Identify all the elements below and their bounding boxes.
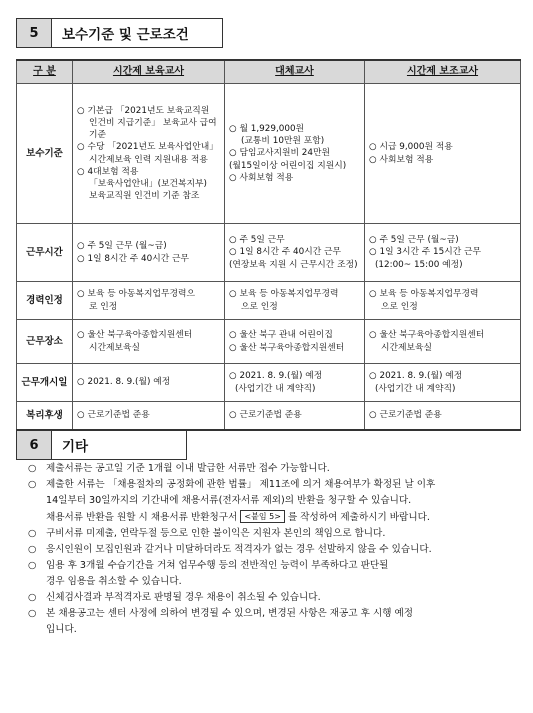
- table-cell: ○ 울산 북구 관내 어린이집 ○ 울산 북구육아종합지원센터: [225, 320, 365, 364]
- table-row: [17, 224, 521, 282]
- bullet-circle-icon: ○: [28, 478, 37, 490]
- table-cell: ○ 울산 북구육아종합지원센터 시간제보육실: [73, 320, 225, 364]
- row-label: 보수기준: [17, 84, 73, 224]
- table-cell: ○ 월 1,929,000원 (교통비 10만원 포함) ○ 담임교사지원비 24만원 (월15일이상 어린이집 지원시) ○ 사회보험 적용: [225, 84, 365, 224]
- bullet-circle-icon: ○: [28, 543, 37, 555]
- list-item: ○ 제출서류는 공고일 기준 1개월 이내 발급한 서류만 접수 가능합니다.: [28, 462, 524, 476]
- list-item: ○ 신체검사결과 부적격자로 판명될 경우 채용이 취소될 수 있습니다.: [28, 591, 524, 605]
- table-cell: ○ 2021. 8. 9.(월) 예정: [73, 364, 225, 402]
- list-item-continued: 14일부터 30일까지의 기간내에 채용서류(전자서류 제외)의 반환을 청구할 수 있습니다.: [46, 494, 412, 506]
- header-part-time-assistant: 시간제 보조교사: [365, 60, 521, 84]
- row-label: 경력인정: [17, 282, 73, 320]
- section-number: 5: [16, 18, 52, 48]
- table-row: [17, 282, 521, 320]
- header-part-time-teacher: 시간제 보육교사: [73, 60, 225, 84]
- table-cell: ○ 근로기준법 준용: [225, 402, 365, 430]
- table-row: [17, 320, 521, 364]
- section-title: 기타: [52, 430, 187, 460]
- list-item: ○ 제출한 서류는 「채용절차의 공정화에 관한 법률」 제11조에 의거 채용여부가 확정된 날 이후: [28, 478, 524, 492]
- row-label: 근무시간: [17, 224, 73, 282]
- table-row: [17, 402, 521, 430]
- table-cell: ○ 2021. 8. 9.(월) 예정 (사업기간 내 계약직): [225, 364, 365, 402]
- section-title: 보수기준 및 근로조건: [52, 18, 223, 48]
- table-cell: ○ 보육 등 아동복지업무경력 으로 인정: [225, 282, 365, 320]
- table-cell: ○ 기본급 「2021년도 보육교직원 인건비 지급기준」 보육교사 급여 기준 ○ 수당 「2021년도 보육사업안내」 시간제보육 인력 지원내용 적용 ○ 4대보험 적용 「보육사업안내」(보건복지부) 보육교직원 인건비 기준 참조: [73, 84, 225, 224]
- list-item-continued: 채용서류 반환을 원할 시 채용서류 반환청구서 <붙임 5> 를 작성하여 제출하시기 바랍니다.: [46, 511, 430, 523]
- list-item: ○ 임용 후 3개월 수습기간을 거쳐 업무수행 등의 전반적인 능력이 부족하다고 판단될: [28, 559, 524, 573]
- section-5-header: [16, 18, 223, 48]
- table-cell: ○ 보육 등 아동복지업무경력으 로 인정: [73, 282, 225, 320]
- section-number: 6: [16, 430, 52, 460]
- list-item: ○ 응시인원이 모집인원과 같거나 미달하더라도 적격자가 없는 경우 선발하지 않을 수 있습니다.: [28, 543, 524, 557]
- table-header-row: [17, 60, 521, 84]
- notes-list: [28, 462, 524, 639]
- list-item-continued: 경우 임용을 취소할 수 있습니다.: [46, 575, 182, 587]
- table-row: [17, 364, 521, 402]
- section-6-header: [16, 430, 187, 460]
- attachment-badge: <붙임 5>: [240, 510, 285, 523]
- bullet-circle-icon: ○: [28, 527, 37, 539]
- bullet-circle-icon: ○: [28, 559, 37, 571]
- table-cell: ○ 주 5일 근무 (월~금) ○ 1일 8시간 주 40시간 근무: [73, 224, 225, 282]
- bullet-circle-icon: ○: [28, 591, 37, 603]
- header-category: 구 분: [17, 60, 73, 84]
- conditions-table: [16, 59, 521, 431]
- row-label: 근무개시일: [17, 364, 73, 402]
- table-cell: ○ 근로기준법 준용: [73, 402, 225, 430]
- bullet-circle-icon: ○: [28, 607, 37, 619]
- header-substitute-teacher: 대체교사: [225, 60, 365, 84]
- row-label: 근무장소: [17, 320, 73, 364]
- list-item-continued: 입니다.: [46, 623, 77, 635]
- table-cell: ○ 보육 등 아동복지업무경력 으로 인정: [365, 282, 521, 320]
- table-cell: ○ 2021. 8. 9.(월) 예정 (사업기간 내 계약직): [365, 364, 521, 402]
- table-cell: ○ 시급 9,000원 적용 ○ 사회보험 적용: [365, 84, 521, 224]
- table-row: [17, 84, 521, 224]
- table-cell: ○ 근로기준법 준용: [365, 402, 521, 430]
- bullet-circle-icon: ○: [28, 463, 37, 474]
- list-item: ○ 본 채용공고는 센터 사정에 의하여 변경될 수 있으며, 변경된 사항은 재공고 후 시행 예정: [28, 607, 524, 621]
- table-cell: ○ 주 5일 근무 (월~금) ○ 1일 3시간 주 15시간 근무 (12:00~ 15:00 예정): [365, 224, 521, 282]
- table-cell: ○ 울산 북구육아종합지원센터 시간제보육실: [365, 320, 521, 364]
- table-cell: ○ 주 5일 근무 ○ 1일 8시간 주 40시간 근무 (연장보육 지원 시 근무시간 조정): [225, 224, 365, 282]
- list-item: ○ 구비서류 미제출, 연락두절 등으로 인한 불이익은 지원자 본인의 책임으로 합니다.: [28, 527, 524, 541]
- row-label: 복리후생: [17, 402, 73, 430]
